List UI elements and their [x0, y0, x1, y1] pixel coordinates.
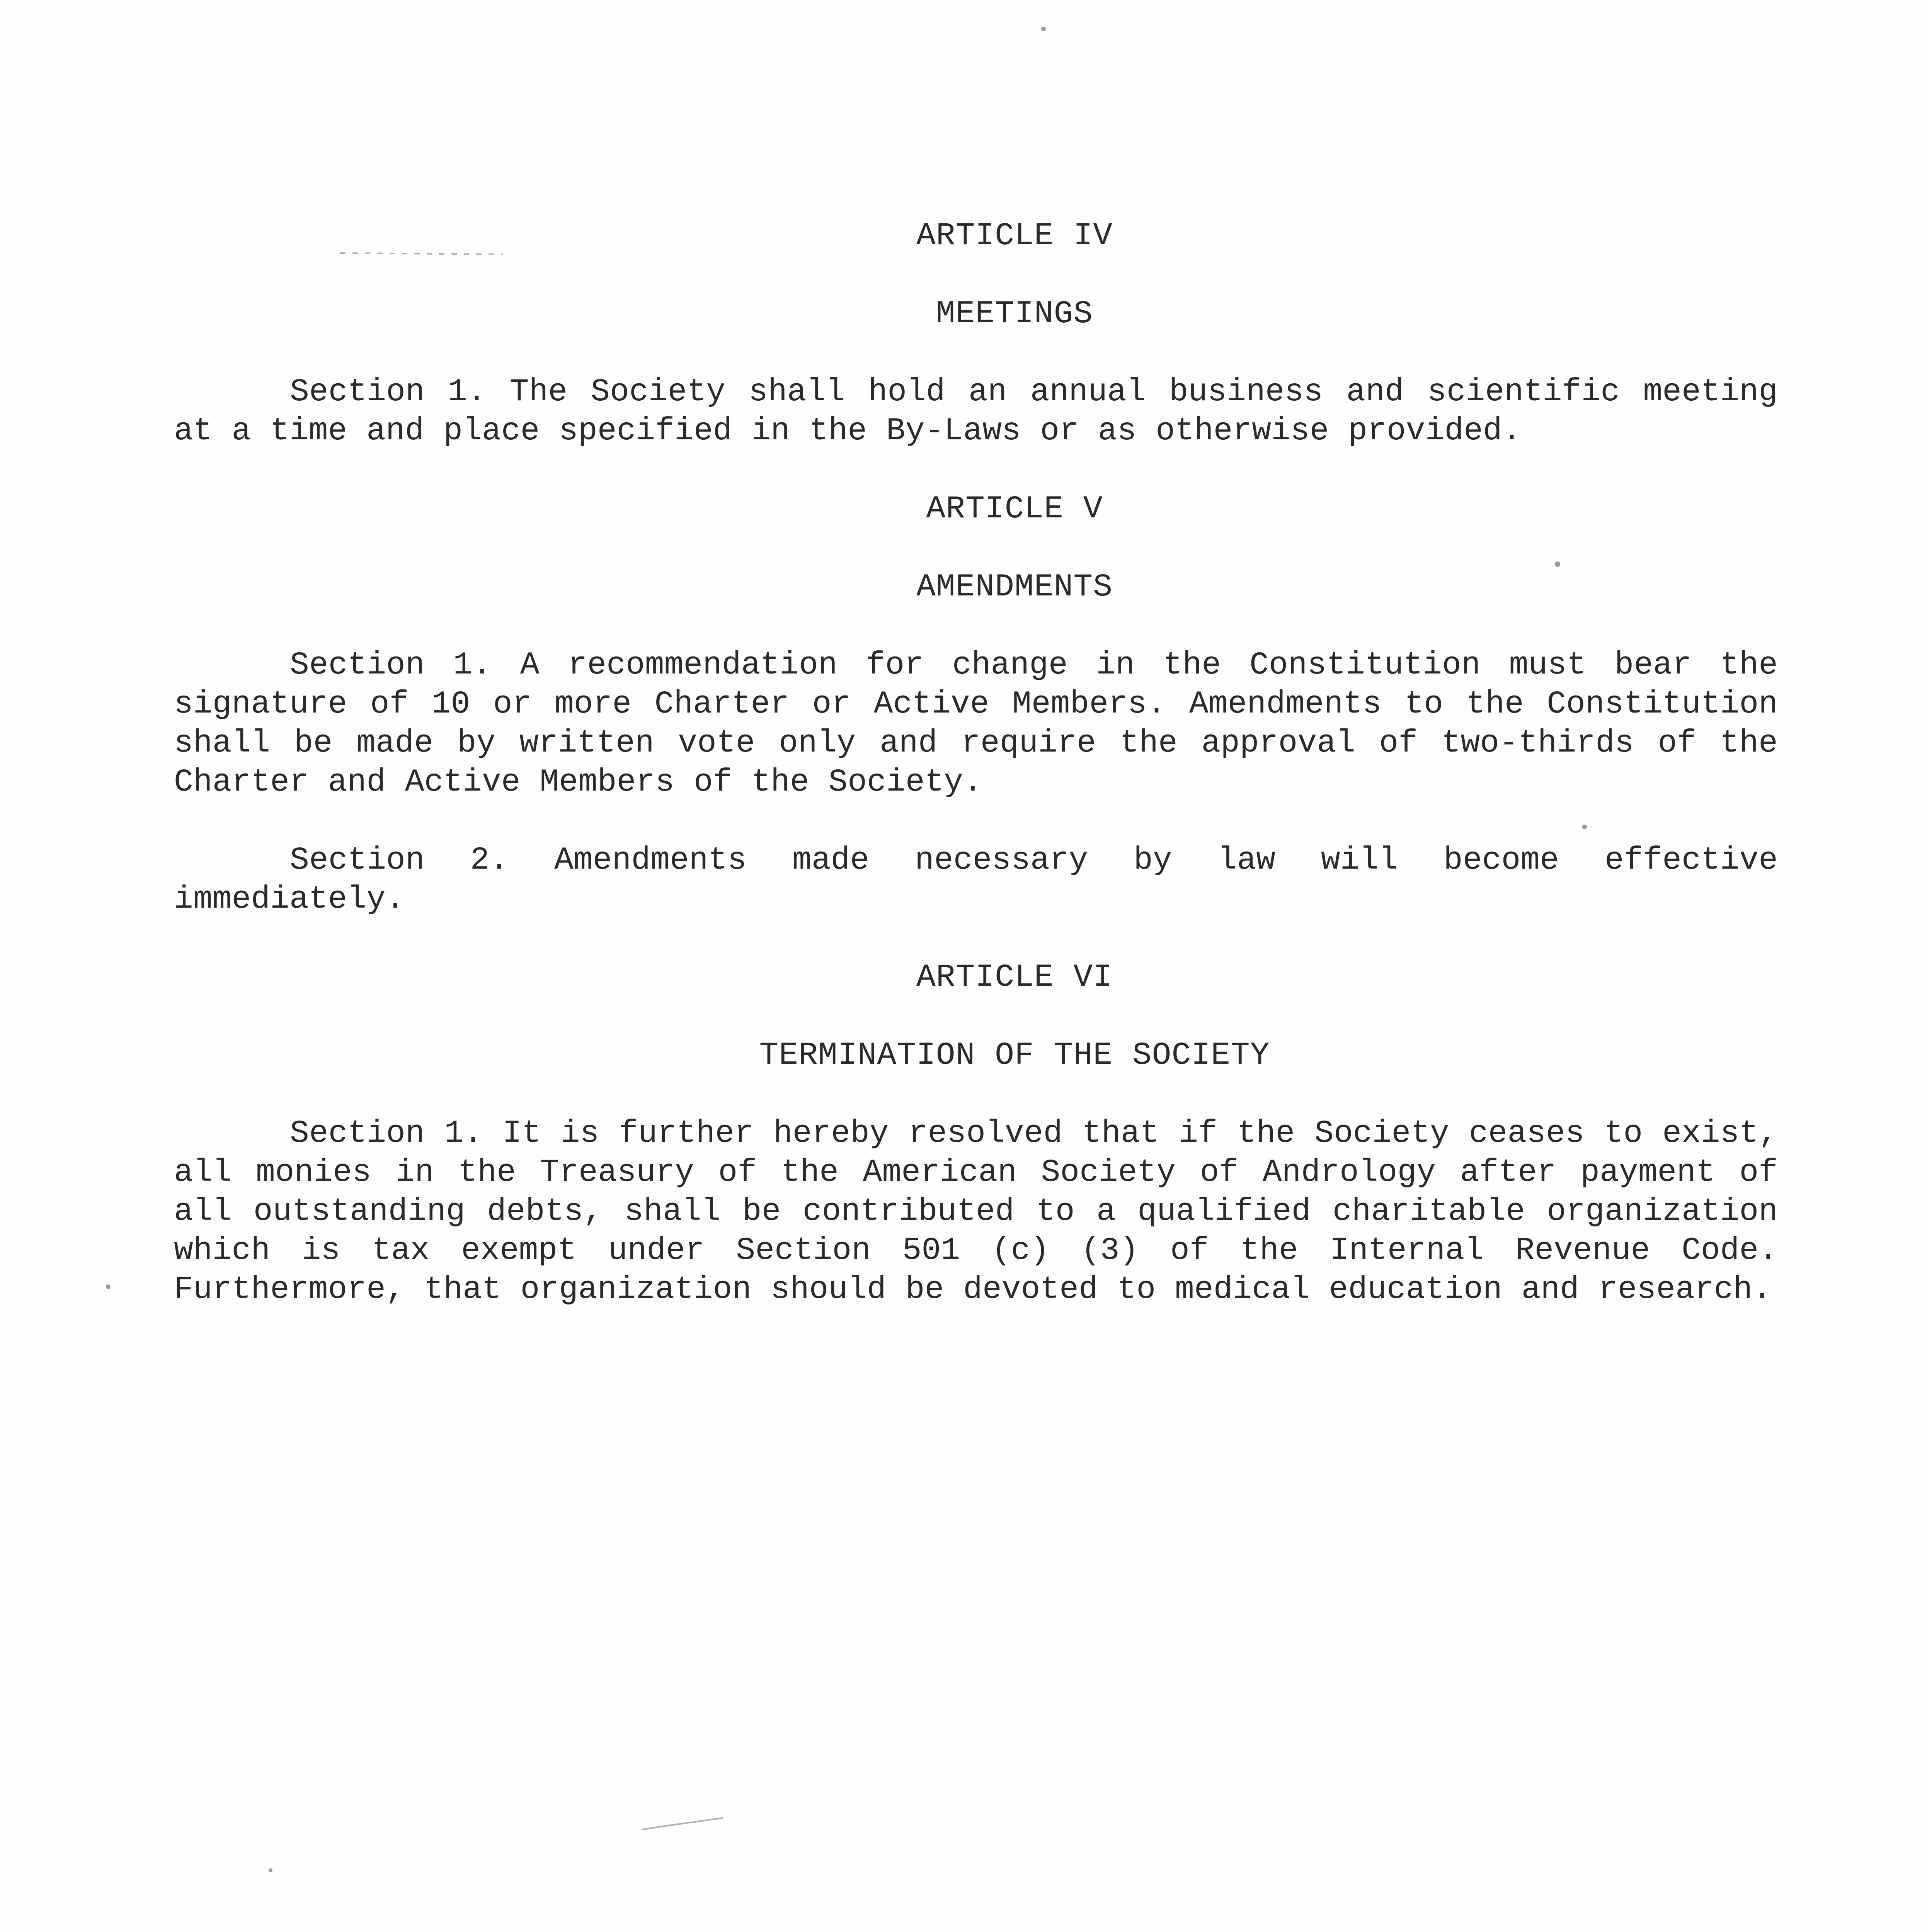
article-iv-title: ARTICLE IV	[916, 218, 1113, 254]
article-vi	[174, 958, 1778, 1309]
article-iv-subtitle: MEETINGS	[936, 296, 1093, 332]
article-v	[174, 490, 1778, 919]
article-v-section-1: Section 1. A recommendation for change in the Constitution must bear the signature of 10 or more Charter or Active Members. Amendments to the Constitution shall be made by written vote only and require the approval of two-thirds of the Charter and Active Members of the Society.	[174, 647, 1778, 800]
article-v-title: ARTICLE V	[926, 491, 1103, 527]
article-vi-title: ARTICLE VI	[916, 959, 1113, 995]
document-body	[174, 216, 1778, 1309]
article-vi-subtitle: TERMINATION OF THE SOCIETY	[759, 1037, 1270, 1073]
article-iv	[174, 216, 1778, 451]
article-iv-section-1: Section 1. The Society shall hold an annual business and scientific meeting at a time and place specified in the By-Laws or as otherwise provided.	[174, 374, 1778, 449]
article-vi-section-1: Section 1. It is further hereby resolved that if the Society ceases to exist, all monies in the Treasury of the American Society of Andrology after payment of all outstanding debts, shall be contributed to a qualified charitable organization which is tax exempt under Section 501 (c) (3) of the Internal Revenue Code. Furthermore, that organization should be devoted to medical education and research.	[174, 1115, 1778, 1308]
article-v-subtitle: AMENDMENTS	[916, 569, 1113, 605]
article-v-section-2: Section 2. Amendments made necessary by law will become effective immediately.	[174, 842, 1778, 917]
